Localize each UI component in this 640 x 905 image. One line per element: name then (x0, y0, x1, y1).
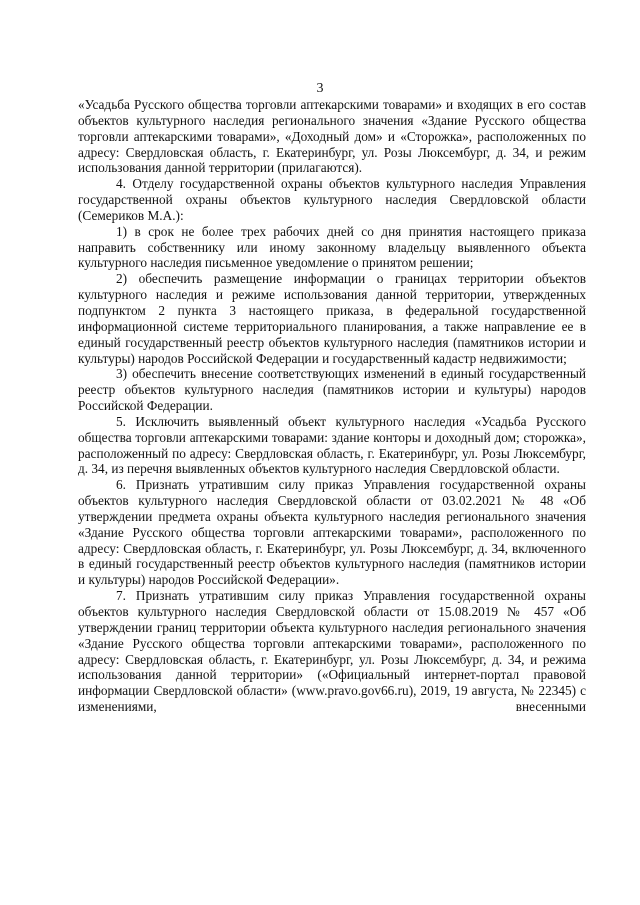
paragraph-item-4: 4. Отделу государственной охраны объектов культурного наследия Управления государственной охраны объектов культурного наследия Свердловской области (Семериков М.А.): (78, 176, 586, 223)
paragraph-item-7: 7. Признать утратившим силу приказ Управления государственной охраны объектов культурного наследия Свердловской области от 15.08.2019 № 457 «Об утверждении границ территории объекта культурного наследия регионального значения «Здание Русского общества торговли аптекарскими товарами», расположенного по адресу: Свердловская область, г. Екатеринбург, ул. Розы Люксембург, д. 34, и режима использования данной территории» («Официальный интернет-портал правовой информации Свердловской области» (www.pravo.gov66.ru), 2019, 19 августа, № 22345) с изменениями, внесенными (78, 588, 586, 715)
paragraph-continuation: «Усадьба Русского общества торговли аптекарскими товарами» и входящих в его состав объектов культурного наследия регионального значения «Здание Русского общества торговли аптекарскими товарами», «Доходный дом» и «Сторожка», расположенных по адресу: Свердловская область, г. Екатеринбург, ул. Розы Люксембург, д. 34, и режим использования данной территории (прилагаются). (78, 97, 586, 176)
page-number: 3 (316, 81, 324, 96)
paragraph-subitem-3: 3) обеспечить внесение соответствующих изменений в единый государственный реестр объектов культурного наследия (памятников истории и культуры) народов Российской Федерации. (78, 366, 586, 414)
paragraph-item-5: 5. Исключить выявленный объект культурного наследия «Усадьба Русского общества торговли аптекарскими товарами: здание конторы и доходный дом; сторожка», расположенный по адресу: Свердловская область, г. Екатеринбург, ул. Розы Люксембург, д. 34, из перечня выявленных объектов культурного наследия Свердловской области. (78, 413, 586, 477)
paragraph-item-6: 6. Признать утратившим силу приказ Управления государственной охраны объектов культурного наследия Свердловской области от 03.02.2021 № 48 «Об утверждении предмета охраны объекта культурного наследия регионального значения «Здание Русского общества торговли аптекарскими товарами», расположенного по адресу: Свердловская область, г. Екатеринбург, ул. Розы Люксембург, д. 34, включенного в единый государственный реестр объектов культурного наследия (памятников истории и культуры) народов Российской Федерации». (78, 477, 586, 588)
paragraph-subitem-1: 1) в срок не более трех рабочих дней со дня принятия настоящего приказа направить собственнику или иному законному владельцу выявленного объекта культурного наследия письменное уведомление о принятом решении; (78, 223, 586, 271)
paragraph-subitem-2: 2) обеспечить размещение информации о границах территории объектов культурного наследия и режиме использования данной территории, утвержденных подпунктом 2 пункта 3 настоящего приказа, в федеральной государственной информационной системе территориального планирования, а также направление ее в единый государственный реестр объектов культурного наследия (памятников истории и культуры) народов Российской Федерации и государственный кадастр недвижимости; (78, 271, 586, 366)
document-body (78, 97, 586, 715)
